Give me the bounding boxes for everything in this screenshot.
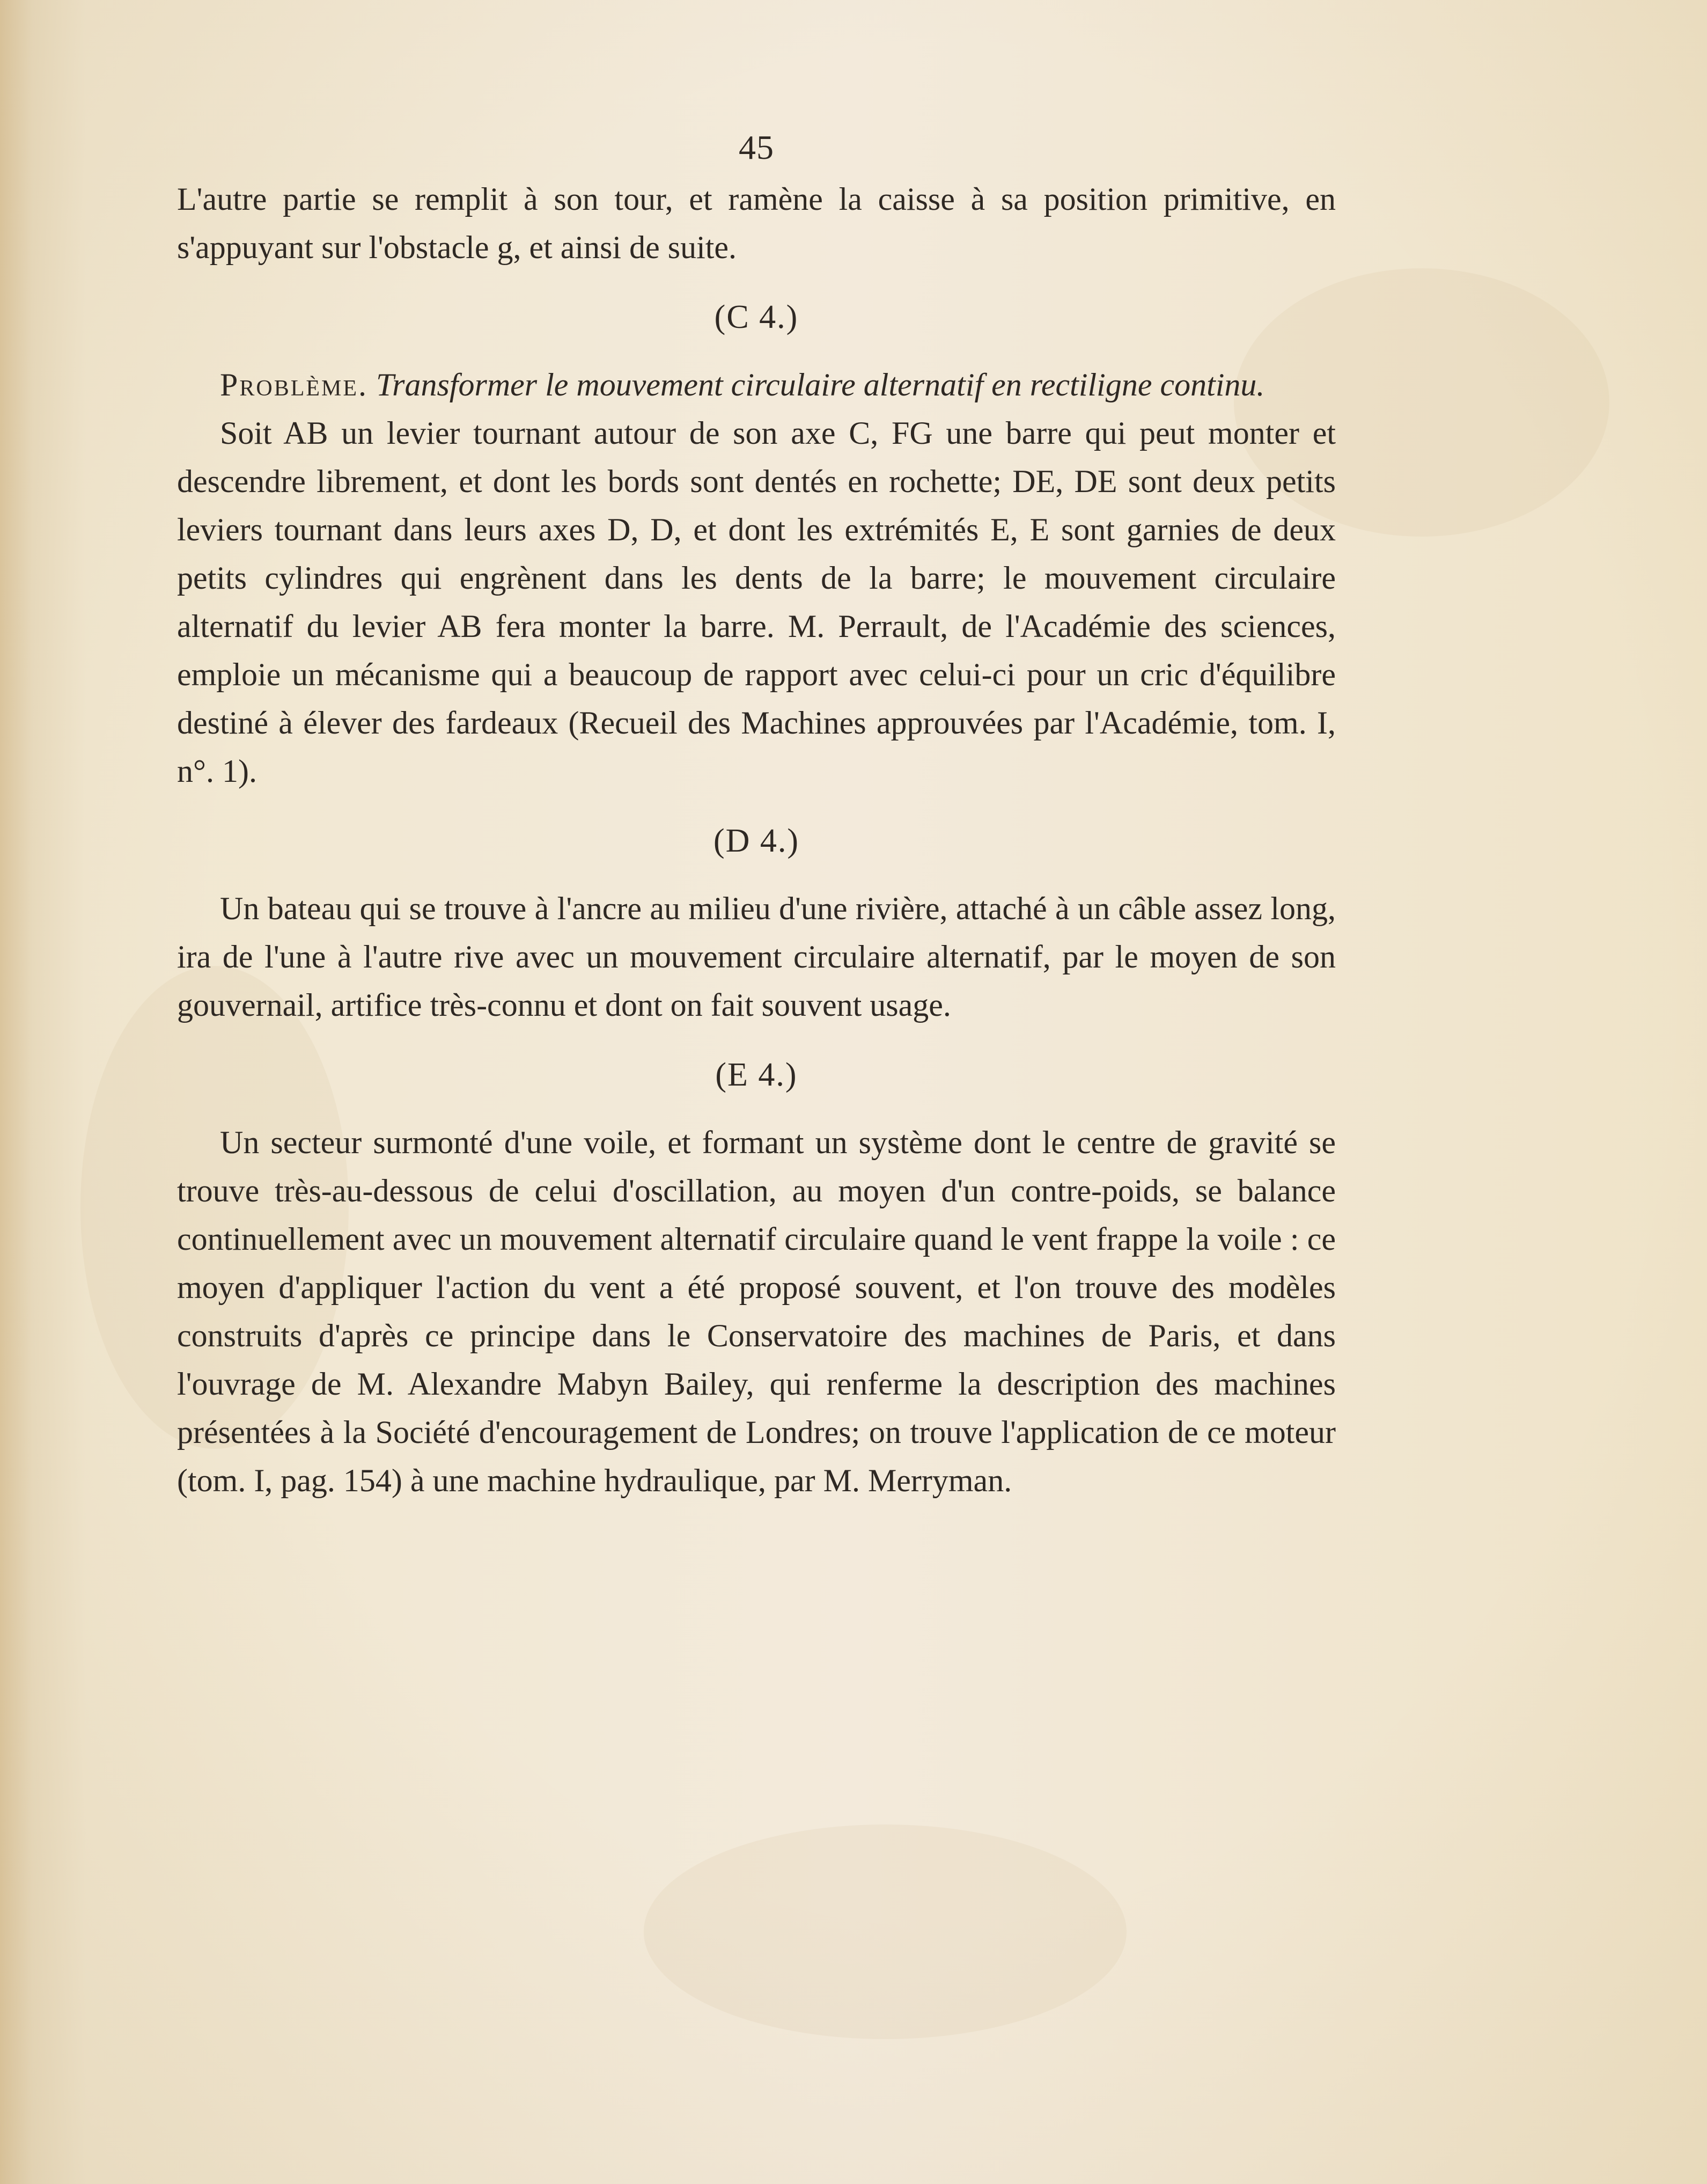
paragraph-sail-sector: Un secteur surmonté d'une voile, et formant un système dont le centre de gravité se trouve très-au-dessous de celui d'oscillation, au moyen d'un contre-poids, se balance continuellement avec un mouvement alternatif circulaire quand le vent frappe la voile : ce moyen d'appliquer l'action du vent a été proposé souvent, et l'on trouve des modèles construits d'après ce principe dans le Conservatoire des machines de Paris, et dans l'ouvrage de M. Alexandre Mabyn Bailey, qui renferme la description des machines présentées à la Société d'encouragement de Londres; on trouve l'application de ce moteur (tom. I, pag. 154) à une machine hydraulique, par M. Merryman. <box>177 1125 1336 1498</box>
paragraph-lever-mechanism: Soit AB un levier tournant autour de son axe C, FG une barre qui peut monter et descendre librement, et dont les bords sont dentés en rochette; DE, DE sont deux petits leviers tournant dans leurs axes D, D, et dont les extrémités E, E sont garnies de deux petits cylindres qui engrènent dans les dents de la barre; le mouvement circulaire alternatif du levier AB fera monter la barre. M. Perrault, de l'Académie des sciences, emploie un mécanisme qui a beaucoup de rapport avec celui-ci pour un cric d'équilibre destiné à élever des fardeaux (Recueil des Machines approuvées par l'Académie, tom. I, n°. 1). <box>177 415 1336 789</box>
problem-label: Problème. <box>220 367 369 402</box>
paragraph-continuation: L'autre partie se remplit à son tour, et ramène la caisse à sa position primitive, en s'appuyant sur l'obstacle g, et ainsi de suite. <box>177 181 1336 265</box>
paragraph-boat: Un bateau qui se trouve à l'ancre au milieu d'une rivière, attaché à un câble assez long, ira de l'une à l'autre rive avec un mouvement circulaire alternatif, par le moyen de son gouvernail, artifice très-connu et dont on fait souvent usage. <box>177 891 1336 1023</box>
problem-text: Transformer le mouvement circulaire alternatif en rectiligne continu. <box>376 367 1265 402</box>
section-heading-e4: (E 4.) <box>715 1057 798 1093</box>
paper-stain <box>644 1824 1127 2039</box>
section-heading-c4: (C 4.) <box>714 299 799 335</box>
text-column <box>177 123 1336 1505</box>
problem-statement <box>177 361 1336 409</box>
section-heading-d4: (D 4.) <box>713 823 800 859</box>
page-number: 45 <box>739 128 774 166</box>
